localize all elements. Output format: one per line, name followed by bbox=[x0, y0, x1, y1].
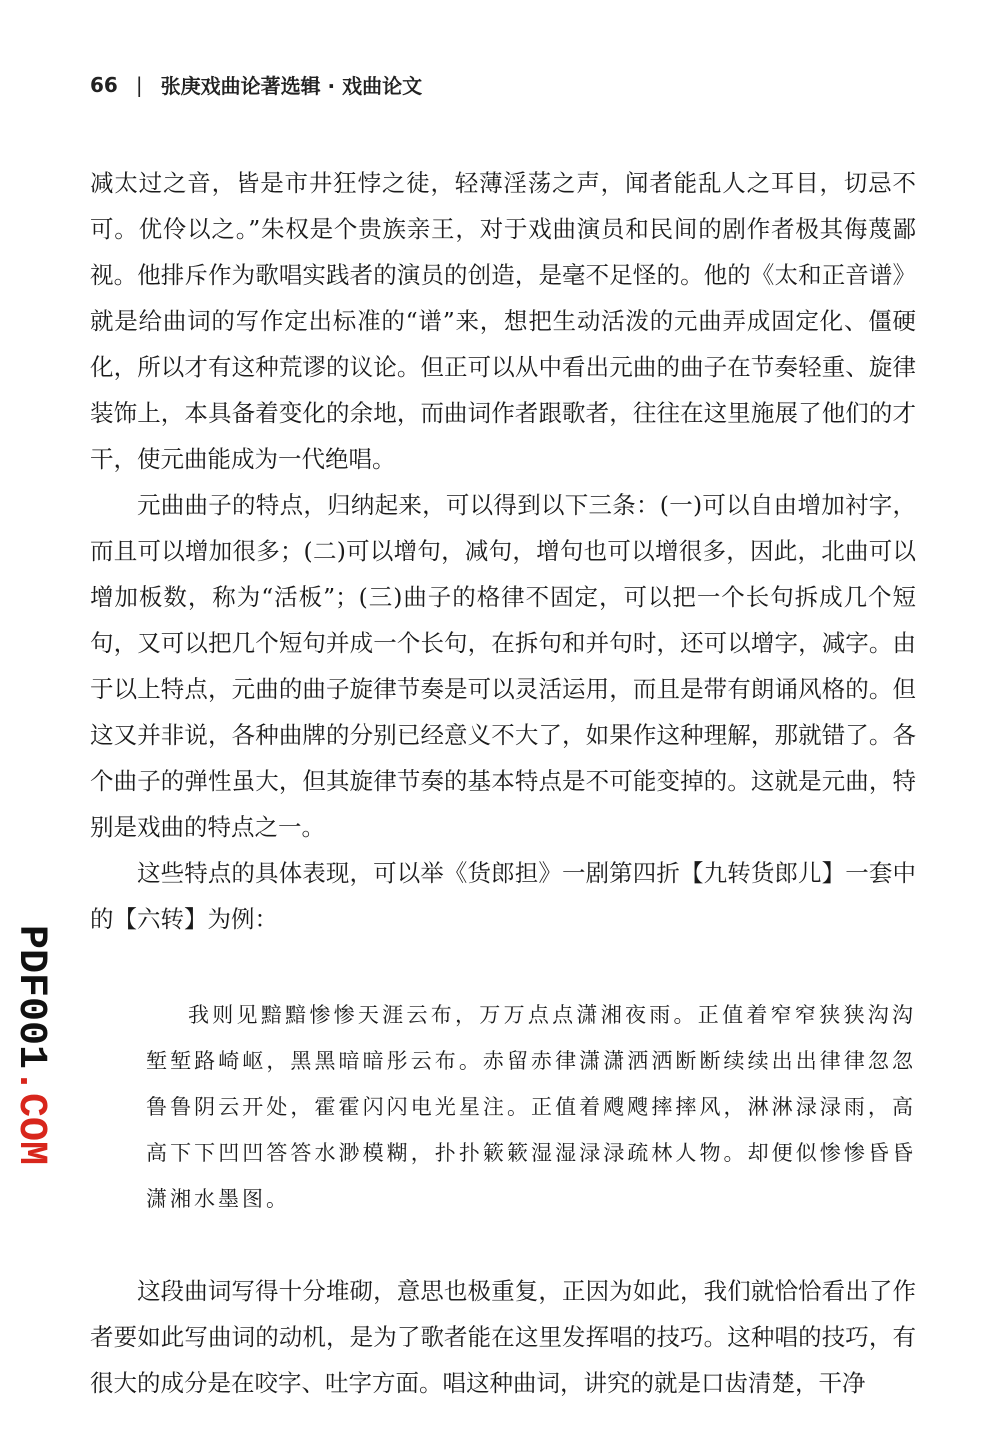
running-title: 张庚戏曲论著选辑 · 戏曲论文 bbox=[160, 74, 423, 98]
watermark-part-1: PDF001 bbox=[8, 925, 53, 1070]
watermark-part-2: .COM bbox=[8, 1069, 53, 1166]
body-text-after-quote bbox=[90, 1268, 916, 1406]
watermark-text bbox=[8, 925, 52, 1175]
header-separator: | bbox=[135, 72, 143, 97]
paragraph-analysis: 这段曲词写得十分堆砌，意思也极重复，正因为如此，我们就恰恰看出了作者要如此写曲词的动机，是为了歌者能在这里发挥唱的技巧。这种唱的技巧，有很大的成分是在咬字、吐字方面。唱这种曲词，讲究的就是口齿清楚，干净 bbox=[90, 1277, 916, 1397]
watermark bbox=[8, 925, 52, 1175]
running-header bbox=[90, 70, 422, 99]
page-number: 66 bbox=[90, 72, 118, 97]
paragraph-example-intro: 这些特点的具体表现，可以举《货郎担》一剧第四折【九转货郎儿】一套中的【六转】为例： bbox=[90, 859, 916, 933]
block-quote-lyrics: 我则见黯黯惨惨天涯云布，万万点点潇湘夜雨。正值着窄窄狭狭沟沟堑堑路崎岖，黑黑暗暗彤云布。赤留赤律潇潇洒洒断断续续出出律律忽忽鲁鲁阴云开处，霍霍闪闪电光星注。正值着飕飕摔摔风，淋淋渌渌雨，高高下下凹凹答答水渺模糊，扑扑簌簌湿湿渌渌疏林人物。却便似惨惨昏昏潇湘水墨图。 bbox=[146, 1003, 916, 1211]
paragraph-continued: 减太过之音，皆是市井狂悖之徒，轻薄淫荡之声，闻者能乱人之耳目，切忌不可。优伶以之。”朱权是个贵族亲王，对于戏曲演员和民间的剧作者极其侮蔑鄙视。他排斥作为歌唱实践者的演员的创造，是毫不足怪的。他的《太和正音谱》就是给曲词的写作定出标准的“谱”来，想把生动活泼的元曲弄成固定化、僵硬化，所以才有这种荒谬的议论。但正可以从中看出元曲的曲子在节奏轻重、旋律装饰上，本具备着变化的余地，而曲词作者跟歌者，往往在这里施展了他们的才干，使元曲能成为一代绝唱。 bbox=[90, 169, 916, 473]
body-text-before-quote bbox=[90, 160, 916, 942]
paragraph-features: 元曲曲子的特点，归纳起来，可以得到以下三条：(一)可以自由增加衬字，而且可以增加很多；(二)可以增句，减句，增句也可以增很多，因此，北曲可以增加板数，称为“活板”；(三)曲子的格律不固定，可以把一个长句拆成几个短句，又可以把几个短句并成一个长句，在拆句和并句时，还可以增字，减字。由于以上特点，元曲的曲子旋律节奏是可以灵活运用，而且是带有朗诵风格的。但这又并非说，各种曲牌的分别已经意义不大了，如果作这种理解，那就错了。各个曲子的弹性虽大，但其旋律节奏的基本特点是不可能变掉的。这就是元曲，特别是戏曲的特点之一。 bbox=[90, 491, 916, 841]
